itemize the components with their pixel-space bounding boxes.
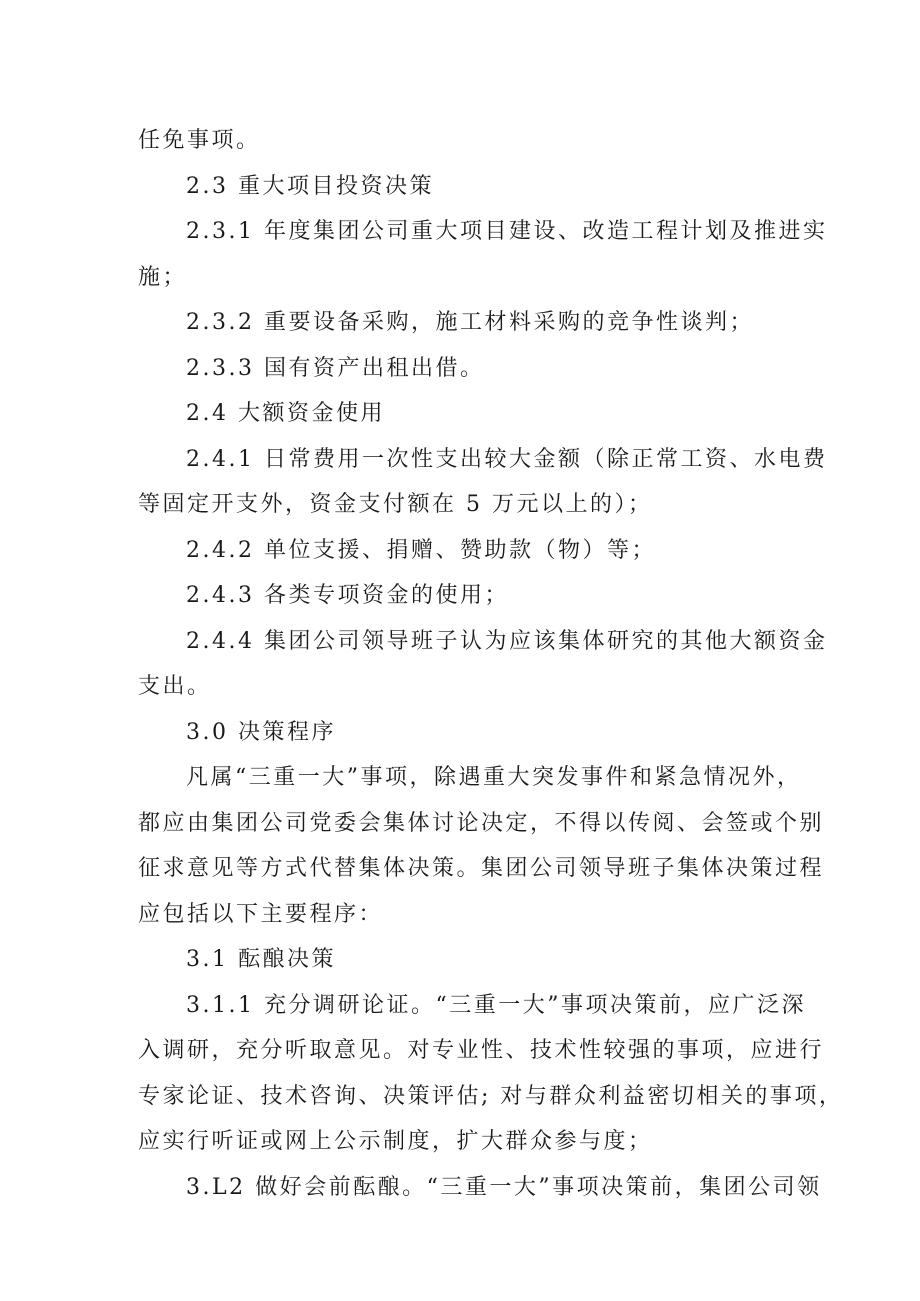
paragraph: [138, 437, 828, 528]
paragraph: [138, 937, 788, 983]
text-line: 2.3.3 国有资产出租出借。: [186, 355, 485, 381]
paragraph: [138, 1165, 822, 1211]
text-line: 2.3.1 年度集团公司重大项目建设、改造工程计划及推进实: [186, 219, 828, 244]
text-line: 2.4.4 集团公司领导班子认为应该集体研究的其他大额资金: [186, 628, 828, 654]
text-line: 应包括以下主要程序：: [138, 901, 384, 927]
paragraph: [138, 619, 828, 710]
paragraph: [138, 391, 788, 437]
paragraph: [138, 710, 788, 756]
text-line: 2.3.2 重要设备采购，施工材料采购的竞争性谈判；: [186, 310, 754, 335]
text-line: 3.L2 做好会前酝酿。“三重一大”事项决策前，集团公司领: [186, 1174, 822, 1200]
text-line: 等固定开支外，资金支付额在 5 万元以上的）；: [138, 492, 653, 517]
text-line: 2.4 大额资金使用: [186, 401, 385, 426]
paragraph: [138, 983, 844, 1165]
paragraph: [138, 346, 788, 392]
text-line: 2.4.1 日常费用一次性支出较大金额（除正常工资、水电费: [186, 446, 828, 472]
paragraph: [138, 573, 788, 619]
text-line: 征求意见等方式代替集体决策。集团公司领导班子集体决策过程: [138, 856, 825, 881]
text-line: 3.0 决策程序: [186, 719, 336, 745]
text-line: 施；: [138, 264, 188, 290]
paragraph: [138, 164, 788, 210]
text-line: 2.4.3 各类专项资金的使用；: [186, 583, 509, 608]
text-line: 专家论证、技术咨询、决策评估; 对与群众利益密切相关的事项，: [138, 1083, 844, 1109]
text-line: 任免事项。: [138, 128, 261, 153]
paragraph: [138, 118, 788, 164]
text-line: 凡属“三重一大”事项，除遇重大突发事件和紧急情况外，: [186, 765, 802, 790]
paragraph: [138, 300, 788, 346]
text-line: 3.1.1 充分调研论证。“三重一大”事项决策前，应广泛深: [186, 992, 806, 1018]
paragraph: [138, 528, 788, 574]
paragraph: [138, 755, 825, 937]
text-line: 支出。: [138, 674, 212, 699]
text-line: 2.3 重大项目投资决策: [186, 173, 434, 199]
text-line: 都应由集团公司党委会集体讨论决定，不得以传阅、会签或个别: [138, 810, 825, 836]
text-line: 应实行听证或网上公示制度，扩大群众参与度；: [138, 1129, 653, 1154]
text-line: 2.4.2 单位支援、捐赠、赞助款（物）等；: [186, 537, 656, 563]
text-line: 入调研，充分听取意见。对专业性、技术性较强的事项，应进行: [138, 1038, 825, 1063]
paragraph: [138, 209, 828, 300]
text-line: 3.1 酝酿决策: [186, 947, 336, 972]
document-body: [138, 118, 844, 1210]
